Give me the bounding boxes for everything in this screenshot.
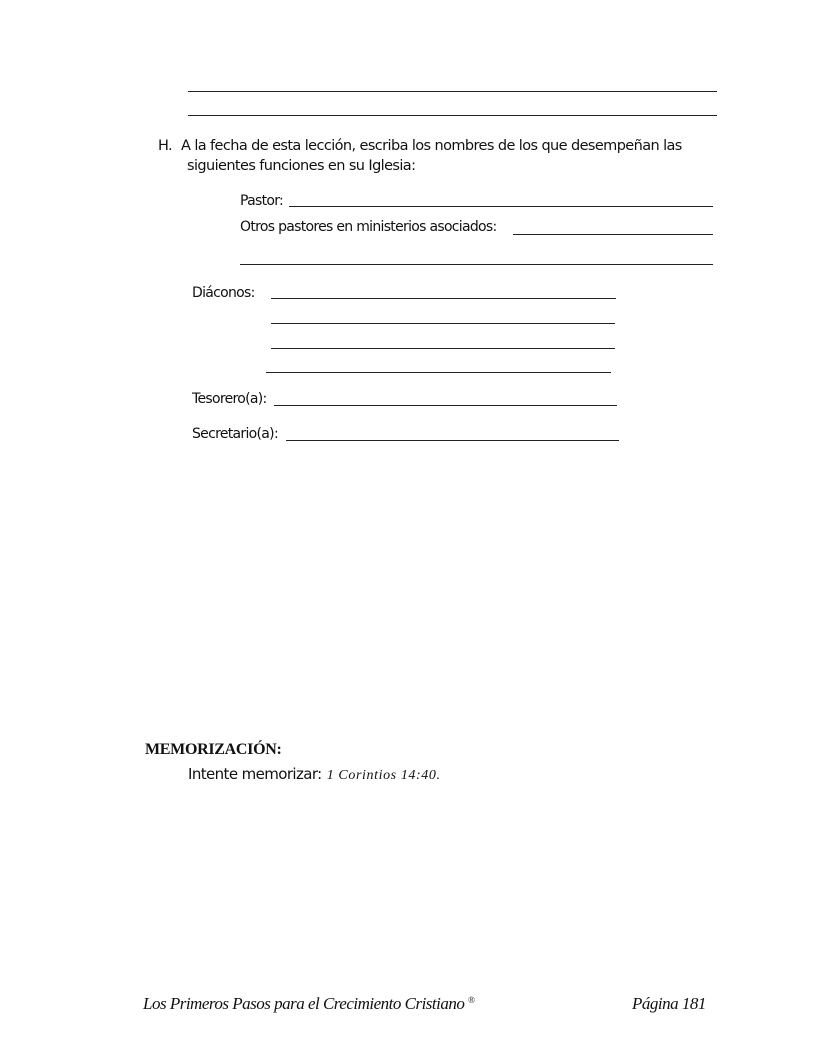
memorization-heading: MEMORIZACIÓN: [145,741,282,758]
tesorero-label: Tesorero(a): [192,391,267,407]
footer-page-number: Página 181 [632,994,706,1013]
diaconos-answer-line-2[interactable] [271,323,615,324]
footer-title-text: Los Primeros Pasos para el Crecimiento Cristiano [143,994,465,1013]
tesorero-answer-line[interactable] [274,405,617,406]
secretario-answer-line[interactable] [286,440,619,441]
pastor-answer-line[interactable] [289,206,713,207]
answer-line-top-2[interactable] [188,115,717,116]
otros-pastores-answer-line[interactable] [513,234,713,235]
footer-book-title [143,994,474,1014]
diaconos-answer-line-3[interactable] [271,348,615,349]
secretario-label: Secretario(a): [192,426,278,442]
memorization-instruction: Intente memorizar: [188,765,322,783]
diaconos-answer-line-4[interactable] [266,372,611,373]
memorization-line [188,764,441,784]
memorization-reference: 1 Corintios 14:40. [326,768,441,783]
otros-pastores-answer-line-2[interactable] [240,264,713,265]
diaconos-answer-line-1[interactable] [271,298,616,299]
otros-pastores-label: Otros pastores en ministerios asociados: [240,219,497,235]
question-h-text-line1: A la fecha de esta lección, escriba los nombres de los que desempeñan las [181,138,682,154]
question-h-letter: H. [158,138,173,154]
diaconos-label: Diáconos: [192,285,255,301]
answer-line-top-1[interactable] [188,91,717,92]
pastor-label: Pastor: [240,193,284,209]
question-h-text-line2: siguientes funciones en su Iglesia: [187,158,416,174]
registered-mark: ® [468,995,475,1005]
